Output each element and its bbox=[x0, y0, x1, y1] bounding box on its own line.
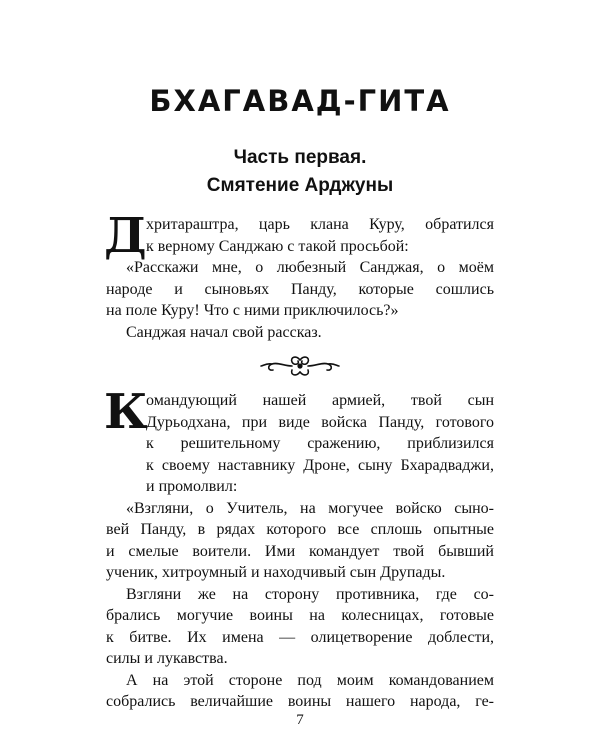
chapter-title: Смятение Арджуны bbox=[206, 175, 394, 196]
text-line: «Расскажи мне, о любезный Санджая, о моём bbox=[126, 259, 494, 276]
text-line: ученик, хитроумный и находчивый сын Друпады. bbox=[106, 564, 446, 581]
book-title: БХАГАВАД-ГИТА bbox=[149, 84, 451, 118]
text-line: к решительному сражению, приблизился bbox=[146, 435, 494, 452]
ornament-flourish-icon bbox=[258, 352, 342, 380]
text-line: на поле Куру! Что с ними приключилось?» bbox=[106, 302, 399, 319]
text-line: «Взгляни, о Учитель, на могучее войско сыно- bbox=[126, 499, 494, 517]
text-line: к битве. Их имена — олицетворение доблести, bbox=[106, 628, 494, 646]
text-line: Дурьодхана, при виде войска Панду, готового bbox=[146, 413, 494, 431]
text-line: Взгляни же на сторону противника, где со- bbox=[126, 585, 494, 603]
text-line: собрались величайшие воины нашего народа, ге- bbox=[106, 693, 494, 710]
text-line: силы и лукавства. bbox=[106, 650, 228, 667]
page-number: 7 bbox=[296, 712, 304, 728]
text-line: к своему наставнику Дроне, сыну Бхарадваджи, bbox=[146, 456, 494, 474]
dropcap-letter: К bbox=[104, 384, 148, 440]
main-paragraph bbox=[104, 384, 494, 713]
dropcap-letter: Д bbox=[104, 208, 147, 264]
text-line: и промолвил: bbox=[146, 478, 238, 495]
text-line: омандующий нашей армией, твой сын bbox=[146, 392, 494, 409]
text-line: и смелые воители. Ими командует твой бывший bbox=[106, 542, 494, 560]
text-line: брались могучие воины на колесницах, готовые bbox=[106, 607, 494, 624]
text-line: хритараштра, царь клана Куру, обратился bbox=[146, 216, 494, 233]
text-line: вей Панду, в рядах которого все сплошь опытные bbox=[106, 521, 494, 538]
text-line: А на этой стороне под моим командованием bbox=[126, 671, 494, 689]
text-line: народе и сыновьях Панду, которые сошлись bbox=[106, 280, 494, 298]
text-line: Санджая начал свой рассказ. bbox=[126, 323, 322, 341]
part-title: Часть первая. bbox=[233, 147, 367, 168]
intro-paragraph bbox=[104, 208, 494, 343]
text-line: к верному Санджаю с такой просьбой: bbox=[146, 237, 409, 255]
